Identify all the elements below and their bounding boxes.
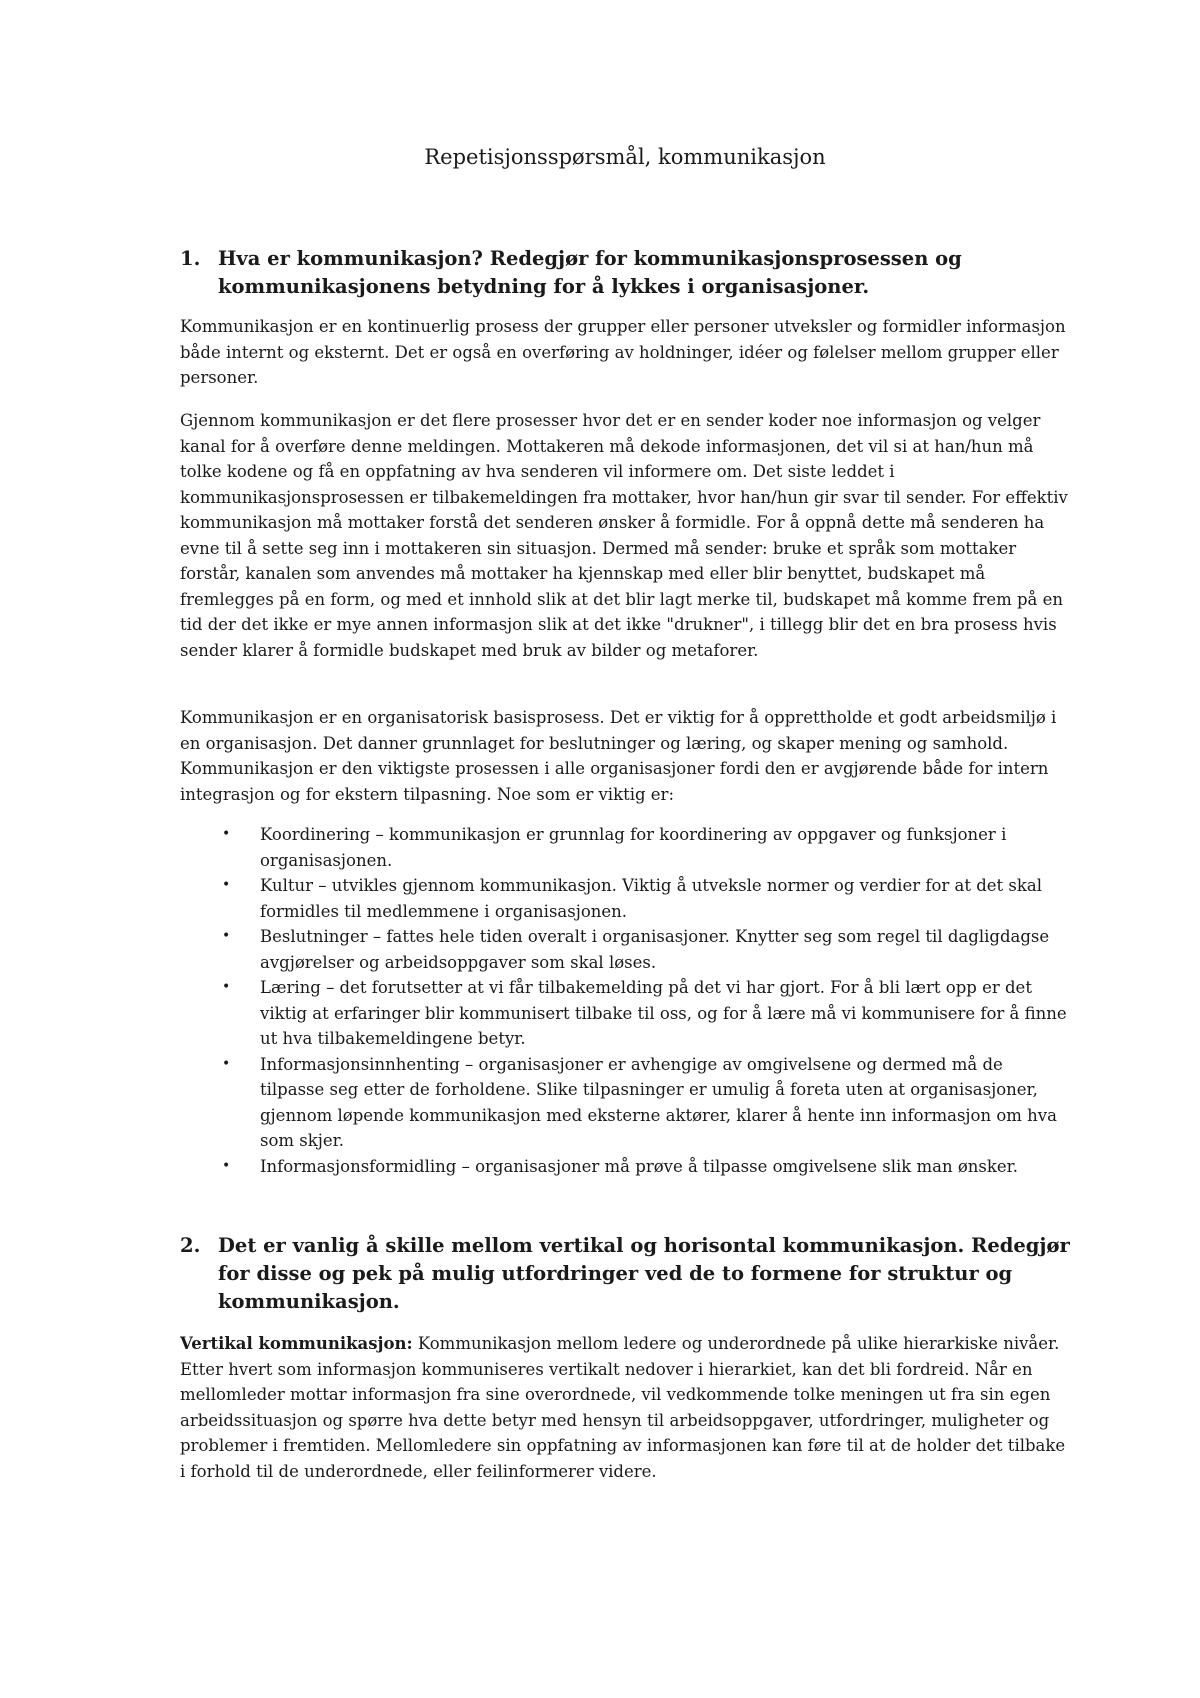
bullet-icon: • <box>222 928 231 944</box>
bullet-icon: • <box>222 826 231 842</box>
list-item <box>180 1154 1070 1180</box>
list-item-text: Informasjonsinnhenting – organisasjoner er avhengige av omgivelsene og dermed må de tilpasse seg etter de forholdene. Slike tilpasninger er umulig å foreta uten at organisasjoner, gjennom løpende kommunikasjon med eksterne aktører, klarer å hente inn informasjon om hva som skjer. <box>260 1054 1057 1150</box>
list-item-text: Koordinering – kommunikasjon er grunnlag for koordinering av oppgaver og funksjoner i organisasjonen. <box>260 825 1007 870</box>
bullet-icon: • <box>222 979 231 995</box>
list-item-text: Læring – det forutsetter at vi får tilbakemelding på det vi har gjort. For å bli lært opp er det viktig at erfaringer blir kommunisert tilbake til oss, og for å lære må vi kommunisere for å finne ut hva tilbakemeldingene betyr. <box>260 978 1067 1048</box>
question-1-text: Hva er kommunikasjon? Redegjør for kommunikasjonsprosessen og kommunikasjonens betydning for å lykkes i organisasjoner. <box>218 247 962 298</box>
list-item-text: Kultur – utvikles gjennom kommunikasjon. Viktig å utveksle normer og verdier for at det skal formidles til medlemmene i organisasjonen. <box>260 876 1043 921</box>
question-1-number: 1. <box>180 247 201 270</box>
paragraph-process: Gjennom kommunikasjon er det flere prosesser hvor det er en sender koder noe informasjon og velger kanal for å overføre denne meldingen. Mottakeren må dekode informasjonen, det vil si at han/hun må tolke kodene og få en oppfatning av hva senderen vil informere om. Det siste leddet i kommunikasjonsprosessen er tilbakemeldingen fra mottaker, hvor han/hun gir svar til sender. For effektiv kommunikasjon må mottaker forstå det senderen ønsker å formidle. For å oppnå dette må senderen ha evne til å sette seg inn i mottakeren sin situasjon. Dermed må sender: bruke et språk som mottaker forstår, kanalen som anvendes må mottaker ha kjennskap med eller blir benyttet, budskapet må fremlegges på en form, og med et innhold slik at det blir lagt merke til, budskapet må komme frem på en tid der det ikke er mye annen informasjon slik at det ikke "drukner", i tillegg blir det en bra prosess hvis sender klarer å formidle budskapet med bruk av bilder og metaforer. <box>180 411 1068 660</box>
list-item-text: Beslutninger – fattes hele tiden overalt i organisasjoner. Knytter seg som regel til dagligdagse avgjørelser og arbeidsoppgaver som skal løses. <box>260 927 1050 972</box>
paragraph-vertical-communication <box>180 1331 1070 1484</box>
question-1-heading <box>180 245 1070 301</box>
bullet-icon: • <box>222 877 231 893</box>
question-2-heading <box>180 1232 1070 1316</box>
list-item <box>180 873 1070 924</box>
question-2-text: Det er vanlig å skille mellom vertikal og horisontal kommunikasjon. Redegjør for disse og pek på mulig utfordringer ved de to formene for struktur og kommunikasjon. <box>218 1234 1070 1313</box>
vertical-communication-text: Kommunikasjon mellom ledere og underordnede på ulike hierarkiske nivåer. Etter hvert som informasjon kommuniseres vertikalt nedover i hierarkiet, kan det bli fordreid. Når en mellomleder mottar informasjon fra sine overordnede, vil vedkommende tolke meningen ut fra sin egen arbeidssituasjon og spørre hva dette betyr med hensyn til arbeidsoppgaver, utfordringer, muligheter og problemer i fremtiden. Mellomledere sin oppfatning av informasjonen kan føre til at de holder det tilbake i forhold til de underordnede, eller feilinformerer videre. <box>180 1334 1066 1481</box>
paragraph-definition: Kommunikasjon er en kontinuerlig prosess der grupper eller personer utveksler og formidler informasjon både internt og eksternt. Det er også en overføring av holdninger, idéer og følelser mellom grupper eller personer. <box>180 317 1066 387</box>
list-item <box>180 975 1070 1052</box>
bullet-icon: • <box>222 1157 231 1174</box>
list-item <box>180 822 1070 873</box>
importance-bullet-list <box>180 822 1070 1179</box>
list-item <box>180 924 1070 975</box>
bullet-icon: • <box>222 1055 231 1072</box>
list-item <box>180 1052 1070 1154</box>
list-item-text: Informasjonsformidling – organisasjoner må prøve å tilpasse omgivelsene slik man ønsker. <box>260 1156 1018 1176</box>
paragraph-importance: Kommunikasjon er en organisatorisk basisprosess. Det er viktig for å opprettholde et godt arbeidsmiljø i en organisasjon. Det danner grunnlaget for beslutninger og læring, og skaper mening og samhold. Kommunikasjon er den viktigste prosessen i alle organisasjoner fordi den er avgjørende både for intern integrasjon og for ekstern tilpasning. Noe som er viktig er: <box>180 708 1057 804</box>
document-title: Repetisjonsspørsmål, kommunikasjon <box>424 145 826 169</box>
vertical-communication-label: Vertikal kommunikasjon: <box>180 1334 413 1353</box>
question-2-number: 2. <box>180 1234 201 1257</box>
